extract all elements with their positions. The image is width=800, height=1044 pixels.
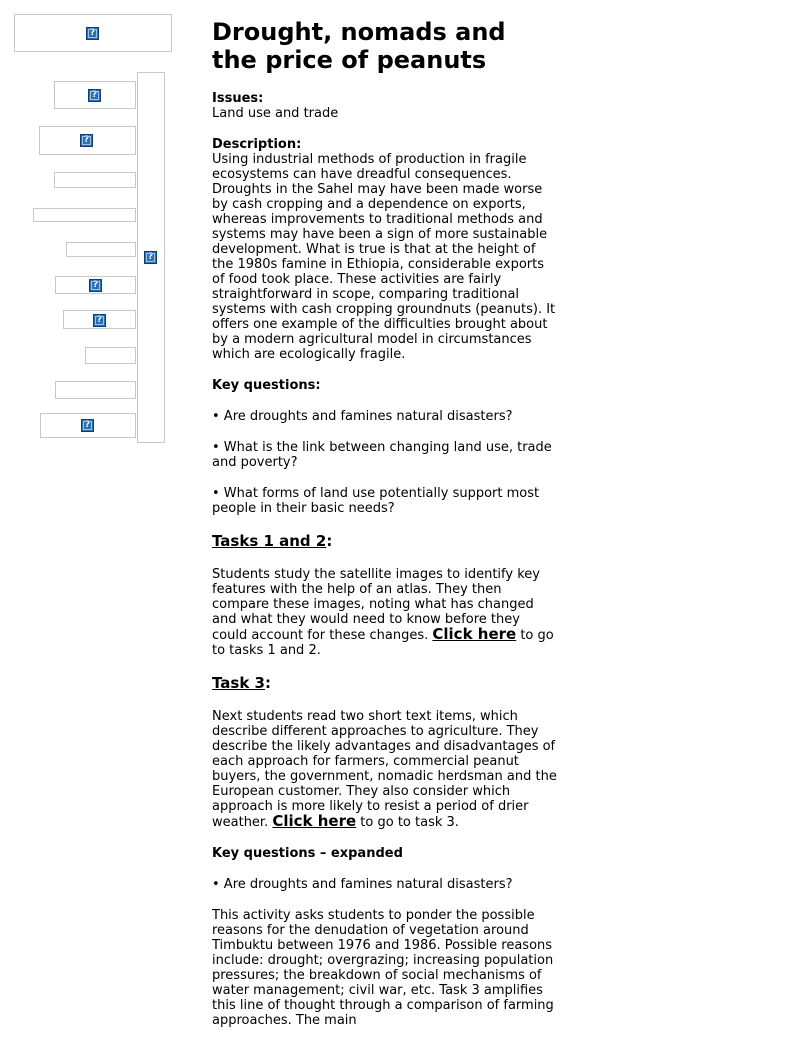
broken-image-icon: ? — [93, 314, 106, 327]
description-label: Description: — [212, 137, 302, 152]
task-3-after: to go to task 3. — [356, 815, 459, 830]
tasks-1-2-text — [212, 567, 557, 658]
tasks-1-2-body: Students study the satellite images to identify key features with the help of an atlas. They then compare these images, noting what has changed and what they would need to know before they could account for these changes. — [212, 567, 540, 643]
broken-image-icon: ? — [89, 279, 102, 292]
issues-block — [212, 91, 557, 121]
main-content — [212, 18, 557, 1044]
tasks-1-2-heading — [212, 532, 557, 550]
tasks-1-2-title: Tasks 1 and 2 — [212, 532, 327, 550]
question-2: • What is the link between changing land use, trade and poverty? — [212, 440, 552, 470]
expanded-label: Key questions – expanded — [212, 846, 403, 861]
question-3: • What forms of land use potentially support most people in their basic needs? — [212, 486, 540, 516]
broken-image-icon: ? — [144, 251, 157, 264]
expanded-question: • Are droughts and famines natural disasters? — [212, 877, 513, 892]
tasks-1-2-after: to go to tasks 1 and 2. — [212, 628, 554, 658]
heading-colon: : — [264, 674, 271, 692]
nav-button-4[interactable] — [33, 208, 136, 222]
nav-button-7[interactable] — [63, 310, 136, 329]
nav-button-2[interactable] — [39, 126, 136, 155]
task-3-title: Task 3 — [212, 674, 265, 692]
broken-image-icon: ? — [86, 27, 99, 40]
issues-text: Land use and trade — [212, 106, 339, 121]
task-3-body: Next students read two short text items, which describe different approaches to agriculture. They describe the likely advantages and disadvantages of each approach for farmers, commercial peanut buyers, the government, nomadic herdsman and the European customer. They also consider which approach is more likely to resist a period of drier weather. — [212, 709, 557, 830]
nav-button-1[interactable] — [54, 81, 136, 109]
nav-button-8[interactable] — [85, 347, 136, 364]
description-block — [212, 137, 557, 362]
key-questions-label: Key questions: — [212, 378, 321, 393]
nav-button-10[interactable] — [40, 413, 136, 438]
task-3-heading — [212, 674, 557, 692]
broken-image-icon: ? — [88, 89, 101, 102]
issues-label: Issues: — [212, 91, 264, 106]
broken-image-icon: ? — [81, 419, 94, 432]
question-1: • Are droughts and famines natural disasters? — [212, 409, 513, 424]
nav-button-3[interactable] — [54, 172, 136, 188]
task-3-link[interactable]: Click here — [272, 812, 357, 830]
heading-colon: : — [326, 532, 333, 550]
nav-side-bar — [137, 72, 165, 443]
description-text: Using industrial methods of production in fragile ecosystems can have dreadful consequences. Droughts in the Sahel may have been made worse by cash cropping and a dependence on exports, whereas improvements to traditional methods and systems may have been a sign of more sustainable development. What is true is that at the height of the 1980s famine in Ethiopia, considerable exports of food took place. These activities are fairly straightforward in scope, comparing traditional systems with cash cropping groundnuts (peanuts). It offers one example of the difficulties brought about by a modern agricultural model in circumstances which are ecologically fragile. — [212, 152, 556, 362]
task-3-text — [212, 709, 557, 830]
logo-placeholder — [14, 14, 172, 52]
nav-button-6[interactable] — [55, 276, 136, 294]
page-title: Drought, nomads and the price of peanuts — [212, 18, 506, 74]
expanded-text: This activity asks students to ponder the possible reasons for the denudation of vegetation around Timbuktu between 1976 and 1986. Possible reasons include: drought; overgrazing; increasing population pressures; the breakdown of social mechanisms of water management; civil war, etc. Task 3 amplifies this line of thought through a comparison of farming approaches. The main — [212, 908, 554, 1028]
nav-button-5[interactable] — [66, 242, 136, 257]
tasks-1-2-link[interactable]: Click here — [432, 625, 517, 643]
broken-image-icon: ? — [80, 134, 93, 147]
nav-button-9[interactable] — [55, 381, 136, 399]
